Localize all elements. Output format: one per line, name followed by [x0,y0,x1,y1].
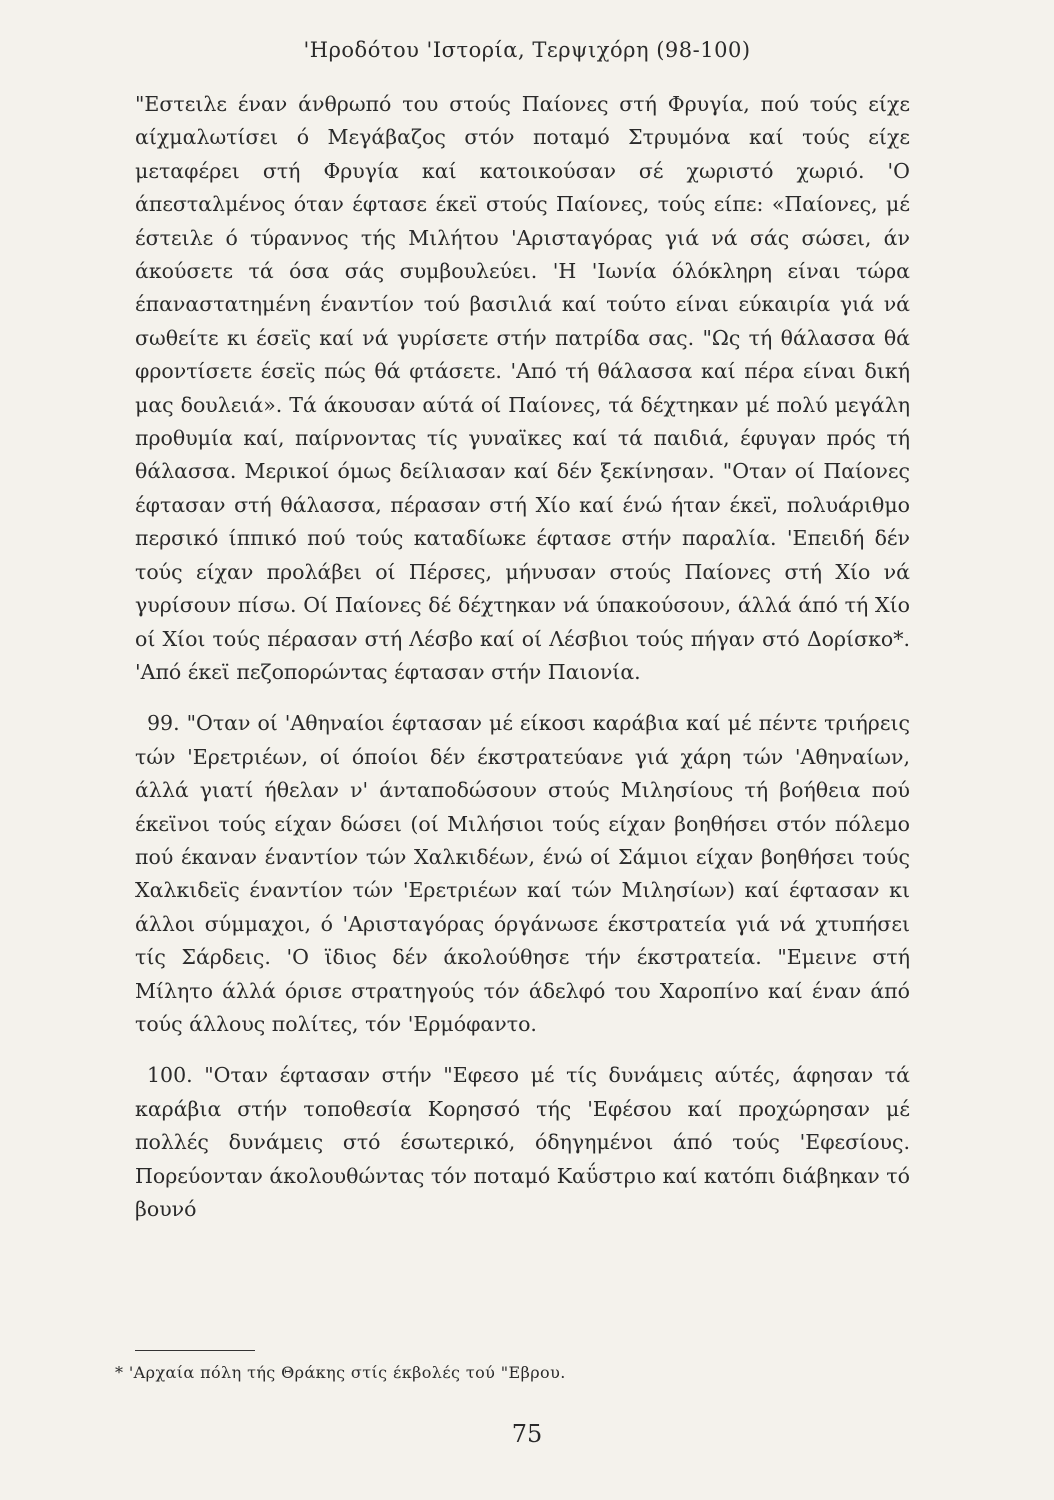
footnote: * 'Αρχαία πόλη τής Θράκης στίς έκβολές τού "Εβρου. [115,1363,566,1382]
paragraph-99: 99. "Οταν οί 'Αθηναίοι έφτασαν μέ είκοσι καράβια καί μέ πέντε τριήρεις τών 'Ερετριέων, οί όποίοι δέν έκστρατεύανε γιά χάρη τών 'Αθηναίων, άλλά γιατί ήθελαν ν' άνταποδώσουν στούς Μιλησίους τή βοήθεια πού έκεϊνοι τούς είχαν δώσει (οί Μιλήσιοι τούς είχαν βοηθήσει στόν πόλεμο πού έκαναν έναντίον τών Χαλκιδέων, ένώ οί Σάμιοι είχαν βοηθήσει τούς Χαλκιδεϊς έναντίον τών 'Ερετριέων καί τών Μιλησίων) καί έφτασαν κι άλλοι σύμμαχοι, ό 'Αρισταγόρας όργάνωσε έκστρατεία γιά νά χτυπήσει τίς Σάρδεις. 'Ο ϊδιος δέν άκολούθησε τήν έκστρατεία. "Εμεινε στή Μίλητο άλλά όρισε στρατηγούς τόν άδελφό του Χαροπίνο καί έναν άπό τούς άλλους πολίτες, τόν 'Ερμόφαντο. [135,711,910,1036]
paragraph-100: 100. "Οταν έφτασαν στήν "Εφεσο μέ τίς δυνάμεις αύτές, άφησαν τά καράβια στήν τοποθεσία Κορησσό τής 'Εφέσου καί προχώρησαν μέ πολλές δυνάμεις στό έσωτερικό, όδηγημένοι άπό τούς 'Εφεσίους. Πορεύονταν άκολουθώντας τόν ποταμό Καΰστριο καί κατόπι διάβηκαν τό βουνό [135,1063,910,1221]
footnote-divider [135,1350,255,1351]
running-header: 'Ηροδότου 'Ιστορία, Τερψιχόρη (98-100) [303,38,751,62]
main-text [135,88,910,1226]
page-number: 75 [511,1420,543,1448]
paragraph-98-continuation: "Εστειλε έναν άνθρωπό του στούς Παίονες στή Φρυγία, πού τούς είχε αίχμαλωτίσει ό Μεγάβαζος στόν ποταμό Στρυμόνα καί τούς είχε μεταφέρει στή Φρυγία καί κατοικούσαν σέ χωριστό χωριό. 'Ο άπεσταλμένος όταν έφτασε έκεϊ στούς Παίονες, τούς είπε: «Παίονες, μέ έστειλε ό τύραννος τής Μιλήτου 'Αρισταγόρας γιά νά σάς σώσει, άν άκούσετε τά όσα σάς συμβουλεύει. 'Η 'Ιωνία όλόκληρη είναι τώρα έπαναστατημένη έναντίον τού βασιλιά καί τούτο είναι εύκαιρία γιά νά σωθείτε κι έσεϊς καί νά γυρίσετε στήν πατρίδα σας. "Ως τή θάλασσα θά φροντίσετε έσεϊς πώς θά φτάσετε. 'Από τή θάλασσα καί πέρα είναι δική μας δουλειά». Τά άκουσαν αύτά οί Παίονες, τά δέχτηκαν μέ πολύ μεγάλη προθυμία καί, παίρνοντας τίς γυναϊκες καί τά παιδιά, έφυγαν πρός τή θάλασσα. Μερικοί όμως δείλιασαν καί δέν ξεκίνησαν. "Οταν οί Παίονες έφτασαν στή θάλασσα, πέρασαν στή Χίο καί ένώ ήταν έκεϊ, πολυάριθμο περσικό ίππικό πού τούς καταδίωκε έφτασε στήν παραλία. 'Επειδή δέν τούς είχαν προλάβει οί Πέρσες, μήνυσαν στούς Παίονες στή Χίο νά γυρίσουν πίσω. Οί Παίονες δέ δέχτηκαν νά ύπακούσουν, άλλά άπό τή Χίο οί Χίοι τούς πέρασαν στή Λέσβο καί οί Λέσβιοι τούς πήγαν στό Δορίσκο*. 'Από έκεϊ πεζοπορώντας έφτασαν στήν Παιονία. [135,92,910,684]
